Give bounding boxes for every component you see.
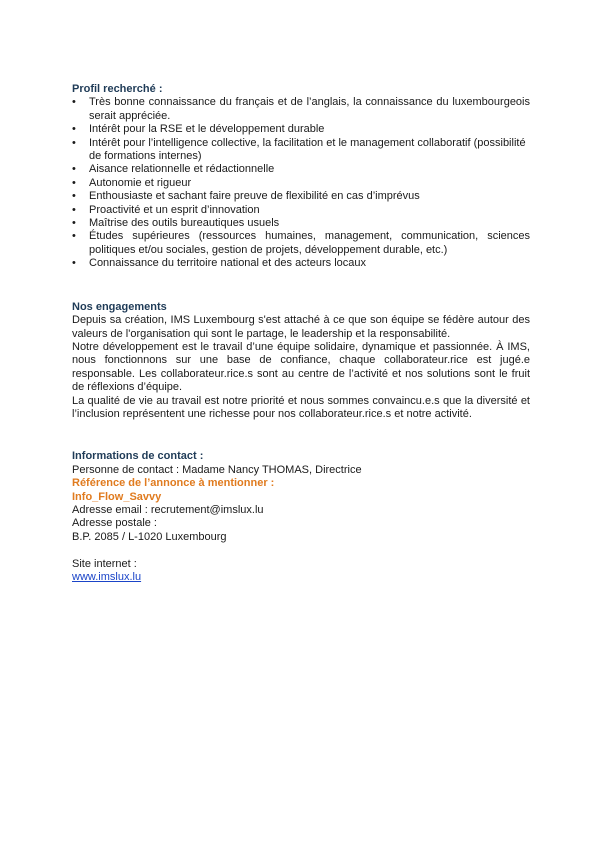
engagements-paragraph-1: Depuis sa création, IMS Luxembourg s'est attaché à ce que son équipe se fédère autour des valeurs de l'organisation qui sont le partage, le leadership et la responsabilité.: [72, 314, 530, 340]
contact-section: [72, 450, 530, 584]
spacer: [72, 544, 530, 557]
contact-heading: Informations de contact :: [72, 450, 204, 463]
list-item: • Très bonne connaissance du français et de l’anglais, la connaissance du luxembourgeois serait appréciée.: [72, 96, 530, 123]
site-link[interactable]: www.imslux.lu: [72, 570, 142, 583]
engagements-paragraph-3: La qualité de vie au travail est notre priorité et nous sommes convaincu.e.s que la diversité et l’inclusion représentent une richesse pour nos collaborateur.rice.s et notre activité.: [72, 394, 530, 420]
profil-list: [72, 96, 530, 270]
list-item: • Maîtrise des outils bureautiques usuels: [72, 217, 530, 230]
contact-email: Adresse email : recrutement@imslux.lu: [72, 503, 264, 516]
site-label: Site internet :: [72, 557, 137, 570]
postal-label: Adresse postale :: [72, 517, 157, 530]
profil-heading: Profil recherché :: [72, 83, 163, 95]
list-item: • Proactivité et un esprit d’innovation: [72, 204, 530, 217]
document-content: [72, 83, 530, 584]
list-item: • Enthousiaste et sachant faire preuve de flexibilité en cas d’imprévus: [72, 190, 530, 203]
contact-person: Personne de contact : Madame Nancy THOMAS, Directrice: [72, 463, 362, 476]
reference-label: Référence de l’annonce à mentionner :: [72, 477, 275, 490]
postal-value: B.P. 2085 / L-1020 Luxembourg: [72, 530, 227, 543]
engagements-section: [72, 301, 530, 422]
profil-section: [72, 83, 530, 271]
list-item: • Connaissance du territoire national et des acteurs locaux: [72, 257, 530, 270]
list-item: • Intérêt pour la RSE et le développement durable: [72, 123, 530, 136]
list-item: • Autonomie et rigueur: [72, 177, 530, 190]
list-item: • Aisance relationnelle et rédactionnelle: [72, 163, 530, 176]
list-item: • Études supérieures (ressources humaines, management, communication, sciences politiques et/ou sociales, gestion de projets, développement durable, etc.): [72, 230, 530, 257]
engagements-heading: Nos engagements: [72, 300, 167, 313]
list-item: • Intérêt pour l’intelligence collective, la facilitation et le management collaboratif (possibilité de formations internes): [72, 137, 530, 164]
reference-value: Info_Flow_Savvy: [72, 490, 162, 503]
engagements-paragraph-2: Notre développement est le travail d’une équipe solidaire, dynamique et passionnée. À IMS, nous fonctionnons sur une base de confiance, chaque collaborateur.rice est jugé.e responsable. Les collaborateur.rice.s sont au centre de l’activité et nos solutions sont le fruit de réflexions d’équipe.: [72, 340, 530, 394]
